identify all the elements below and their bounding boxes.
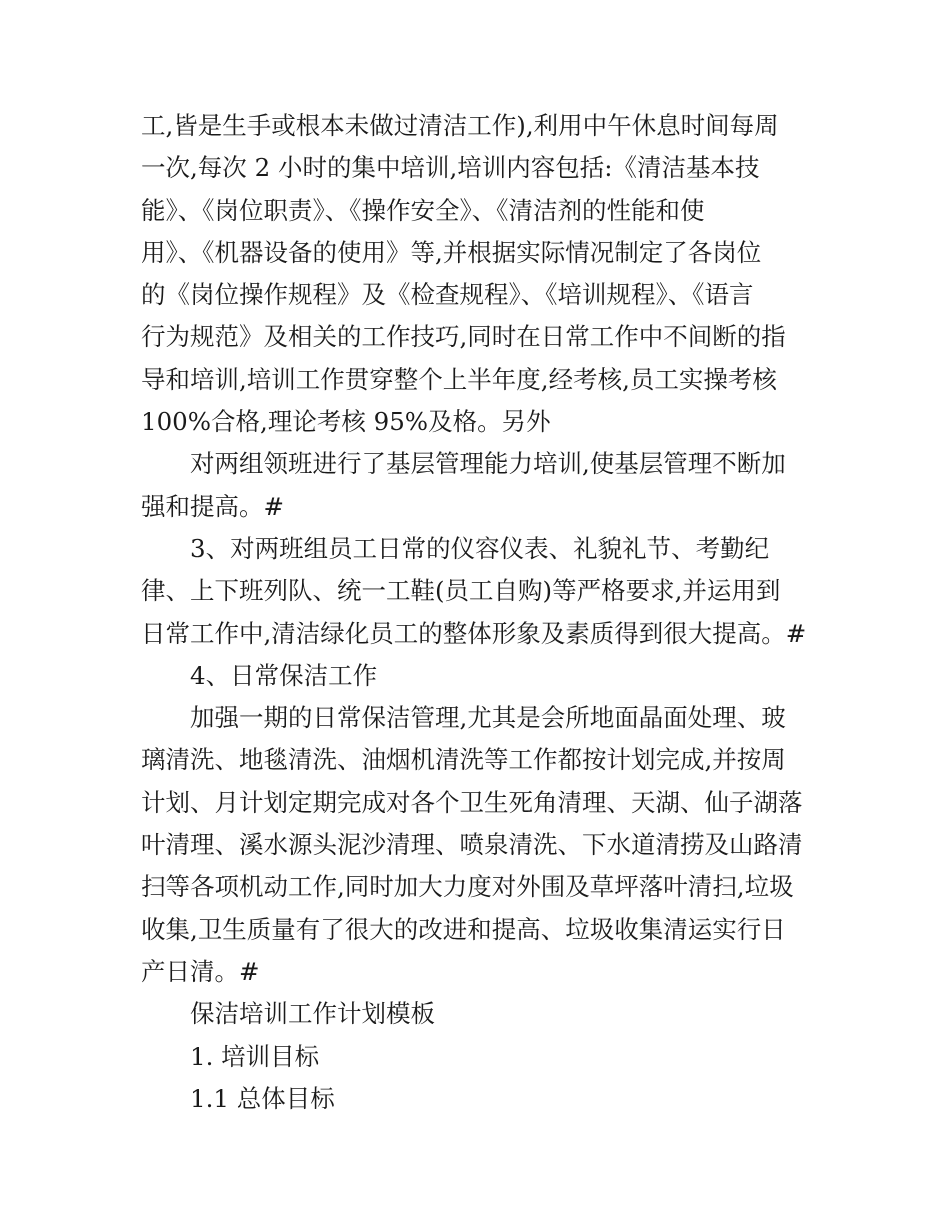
paragraph-line: 能》、《岗位职责》、《操作安全》、《清洁剂的性能和使 [141,195,705,225]
subsection-heading: 1.1 总体目标 [190,1083,335,1113]
paragraph-line: 扫等各项机动工作,同时加大力度对外围及草坪落叶清扫,垃圾 [141,872,794,902]
section-heading: 4、日常保洁工作 [190,660,378,690]
paragraph-line: 100%合格,理论考核 95%及格。另外 [141,407,551,437]
paragraph-line: 强和提高。# [141,491,285,521]
paragraph-line: 计划、月计划定期完成对各个卫生死角清理、天湖、仙子湖落 [141,787,803,817]
paragraph-line: 行为规范》及相关的工作技巧,同时在日常工作中不间断的指 [141,322,786,352]
paragraph-line: 导和培训,培训工作贯穿整个上半年度,经考核,员工实操考核 [141,364,777,394]
paragraph-line: 对两组领班进行了基层管理能力培训,使基层管理不断加 [190,449,786,479]
paragraph-line: 3、对两班组员工日常的仪容仪表、礼貌礼节、考勤纪 [190,533,770,563]
document-body [141,105,811,1120]
paragraph-line: 律、上下班列队、统一工鞋(员工自购)等严格要求,并运用到 [141,576,781,606]
paragraph-line: 一次,每次 2 小时的集中培训,培训内容包括:《清洁基本技 [141,153,760,183]
paragraph-line: 收集,卫生质量有了很大的改进和提高、垃圾收集清运实行日 [141,914,786,944]
paragraph-line: 用》、《机器设备的使用》等,并根据实际情况制定了各岗位 [141,237,762,267]
document-title: 保洁培训工作计划模板 [190,999,435,1029]
paragraph-line: 的《岗位操作规程》及《检查规程》、《培训规程》、《语言 [141,280,754,310]
paragraph-line: 加强一期的日常保洁管理,尤其是会所地面晶面处理、玻 [190,703,786,733]
paragraph-line: 日常工作中,清洁绿化员工的整体形象及素质得到很大提高。# [141,618,807,648]
paragraph-line: 工,皆是生手或根本未做过清洁工作),利用中午休息时间每周 [141,111,779,140]
paragraph-line: 叶清理、溪水源头泥沙清理、喷泉清洗、下水道清捞及山路清 [141,830,803,860]
paragraph-line: 产日清。# [141,956,260,986]
paragraph-line: 璃清洗、地毯清洗、油烟机清洗等工作都按计划完成,并按周 [141,745,786,775]
section-heading: 1. 培训目标 [190,1041,320,1071]
